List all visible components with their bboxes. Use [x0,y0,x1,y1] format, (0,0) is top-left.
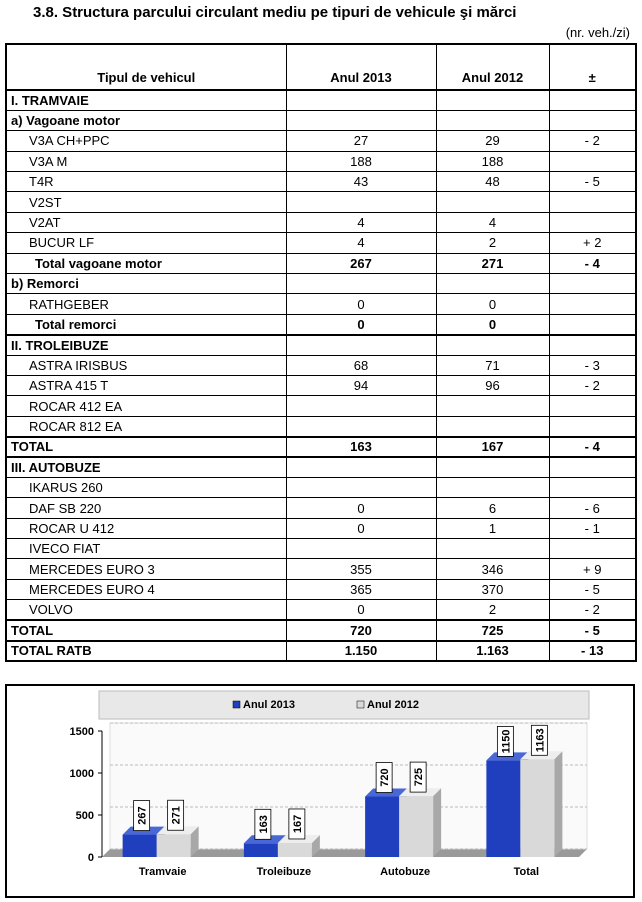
x-tick-label: Tramvaie [138,866,187,878]
row-label: b) Remorci [6,274,286,294]
row-label: Total remorci [6,314,286,334]
header-year-2012: Anul 2012 [436,44,549,90]
value-2012: 370 [436,579,549,599]
table-row [6,641,636,661]
row-label: ASTRA 415 T [6,375,286,395]
legend-label-2013: Anul 2013 [243,699,295,711]
table-row [6,192,636,212]
row-label: TOTAL RATB [6,641,286,661]
row-label: II. TROLEIBUZE [6,335,286,355]
value-2013: 188 [286,151,436,171]
data-label: 1150 [500,729,513,754]
data-label: 271 [170,806,183,825]
value-2012 [436,335,549,355]
table-row [6,457,636,477]
value-2012 [436,110,549,130]
data-label: 1163 [534,728,547,753]
row-label: a) Vagoane motor [6,110,286,130]
value-2013: 43 [286,172,436,192]
value-diff: - 2 [549,131,636,151]
value-2012: 0 [436,294,549,314]
value-diff: - 5 [549,579,636,599]
value-diff [549,539,636,559]
value-2013: 0 [286,294,436,314]
value-2013: 163 [286,437,436,457]
legend-swatch-2012 [357,701,364,708]
table-row [6,477,636,497]
value-diff: - 1 [549,518,636,538]
value-diff [549,294,636,314]
value-diff: - 3 [549,355,636,375]
value-2013 [286,274,436,294]
y-tick-label: 0 [87,852,94,864]
table-row [6,314,636,334]
value-2013 [286,110,436,130]
value-2012: 188 [436,151,549,171]
table-row [6,151,636,171]
value-2012: 4 [436,212,549,232]
value-2013: 0 [286,600,436,620]
row-label: I. TRAMVAIE [6,90,286,110]
row-label: ROCAR 412 EA [6,396,286,416]
value-2012 [436,457,549,477]
value-2012: 346 [436,559,549,579]
bar-2012 [278,843,312,857]
value-2012: 71 [436,355,549,375]
value-2013: 94 [286,375,436,395]
value-diff [549,212,636,232]
table-row [6,518,636,538]
value-diff: - 6 [549,498,636,518]
value-2013: 4 [286,233,436,253]
row-label: MERCEDES EURO 4 [6,579,286,599]
bar-2012 [157,834,191,857]
x-tick-label: Autobuze [380,866,431,878]
value-diff [549,314,636,334]
value-2012 [436,477,549,497]
row-label: ASTRA IRISBUS [6,355,286,375]
row-label: IVECO FIAT [6,539,286,559]
table-row [6,396,636,416]
value-2012: 29 [436,131,549,151]
row-label: IKARUS 260 [6,477,286,497]
table-row [6,90,636,110]
row-label: DAF SB 220 [6,498,286,518]
value-2013: 1.150 [286,641,436,661]
page-title: 3.8. Structura parcului circulant mediu pe tipuri de vehicule şi mărci [33,4,517,21]
value-2013 [286,192,436,212]
row-label: ROCAR 812 EA [6,416,286,436]
row-label: BUCUR LF [6,233,286,253]
row-label: MERCEDES EURO 3 [6,559,286,579]
value-2013: 720 [286,620,436,640]
value-2013: 4 [286,212,436,232]
value-2012: 271 [436,253,549,273]
row-label: RATHGEBER [6,294,286,314]
bar-2013 [244,843,278,857]
y-tick-label: 1500 [69,726,94,738]
value-2013: 365 [286,579,436,599]
table-row [6,416,636,436]
value-diff [549,110,636,130]
value-2012: 2 [436,600,549,620]
row-label: V3A CH+PPC [6,131,286,151]
value-2012 [436,90,549,110]
row-label: V2AT [6,212,286,232]
table-row [6,335,636,355]
value-diff: - 4 [549,253,636,273]
value-2013: 355 [286,559,436,579]
value-2012: 167 [436,437,549,457]
header-vehicle-type: Tipul de vehicul [6,44,286,90]
row-label: III. AUTOBUZE [6,457,286,477]
value-diff [549,151,636,171]
value-2012 [436,274,549,294]
value-diff [549,90,636,110]
bar-2013 [365,797,399,857]
table-row [6,600,636,620]
value-2012: 96 [436,375,549,395]
table-row [6,253,636,273]
legend-label-2012: Anul 2012 [367,699,419,711]
row-label: T4R [6,172,286,192]
data-label: 163 [257,815,270,834]
data-label: 167 [291,814,304,834]
value-2012 [436,396,549,416]
data-label: 725 [413,767,426,787]
value-2012: 1.163 [436,641,549,661]
table-row [6,539,636,559]
legend-panel [99,691,589,719]
value-diff: - 4 [549,437,636,457]
y-tick-label: 1000 [69,768,94,780]
table-row [6,212,636,232]
value-2012: 2 [436,233,549,253]
row-label: TOTAL [6,620,286,640]
bar-2012 [520,759,554,857]
value-2013 [286,539,436,559]
value-2012: 6 [436,498,549,518]
value-2012: 48 [436,172,549,192]
value-2012 [436,192,549,212]
header-diff: ± [549,44,636,90]
table-row [6,559,636,579]
table-row [6,233,636,253]
value-2012: 725 [436,620,549,640]
row-label: TOTAL [6,437,286,457]
value-2013: 0 [286,518,436,538]
chart-svg [7,686,633,896]
value-2013: 27 [286,131,436,151]
data-label: 267 [136,806,149,825]
legend-swatch-2013 [233,701,240,708]
value-diff [549,416,636,436]
value-2013: 0 [286,314,436,334]
bar-side [433,788,441,857]
table-row [6,579,636,599]
value-2013 [286,90,436,110]
table-row [6,355,636,375]
bar-2013 [486,760,520,857]
row-label: Total vagoane motor [6,253,286,273]
y-tick-label: 500 [75,810,94,822]
value-2013 [286,396,436,416]
row-label: V3A M [6,151,286,171]
bar-side [554,751,562,857]
value-diff [549,335,636,355]
x-tick-label: Troleibuze [256,866,312,878]
table-row [6,294,636,314]
data-label: 720 [379,768,392,787]
value-diff: - 5 [549,172,636,192]
row-label: V2ST [6,192,286,212]
value-diff [549,192,636,212]
value-2013 [286,457,436,477]
value-2013 [286,335,436,355]
table-row [6,375,636,395]
value-diff [549,457,636,477]
value-diff [549,396,636,416]
x-tick-label: Total [513,866,540,878]
value-diff: - 2 [549,600,636,620]
header-year-2013: Anul 2013 [286,44,436,90]
row-label: ROCAR U 412 [6,518,286,538]
value-2012 [436,539,549,559]
table-row [6,110,636,130]
bar-chart [5,684,635,898]
value-diff [549,274,636,294]
row-label: VOLVO [6,600,286,620]
value-2012: 0 [436,314,549,334]
table-row [6,274,636,294]
value-2013: 267 [286,253,436,273]
table-row [6,131,636,151]
bar-2013 [123,835,157,857]
value-diff: + 9 [549,559,636,579]
value-2013 [286,477,436,497]
vehicle-table [5,43,637,662]
value-diff: - 5 [549,620,636,640]
value-diff: - 2 [549,375,636,395]
value-diff: + 2 [549,233,636,253]
value-2013: 0 [286,498,436,518]
bar-2012 [399,796,433,857]
value-2013: 68 [286,355,436,375]
table-row [6,172,636,192]
table-row [6,620,636,640]
value-2012: 1 [436,518,549,538]
value-2013 [286,416,436,436]
value-2012 [436,416,549,436]
value-diff [549,477,636,497]
unit-label: (nr. veh./zi) [565,25,630,40]
value-diff: - 13 [549,641,636,661]
table-row [6,437,636,457]
table-row [6,498,636,518]
